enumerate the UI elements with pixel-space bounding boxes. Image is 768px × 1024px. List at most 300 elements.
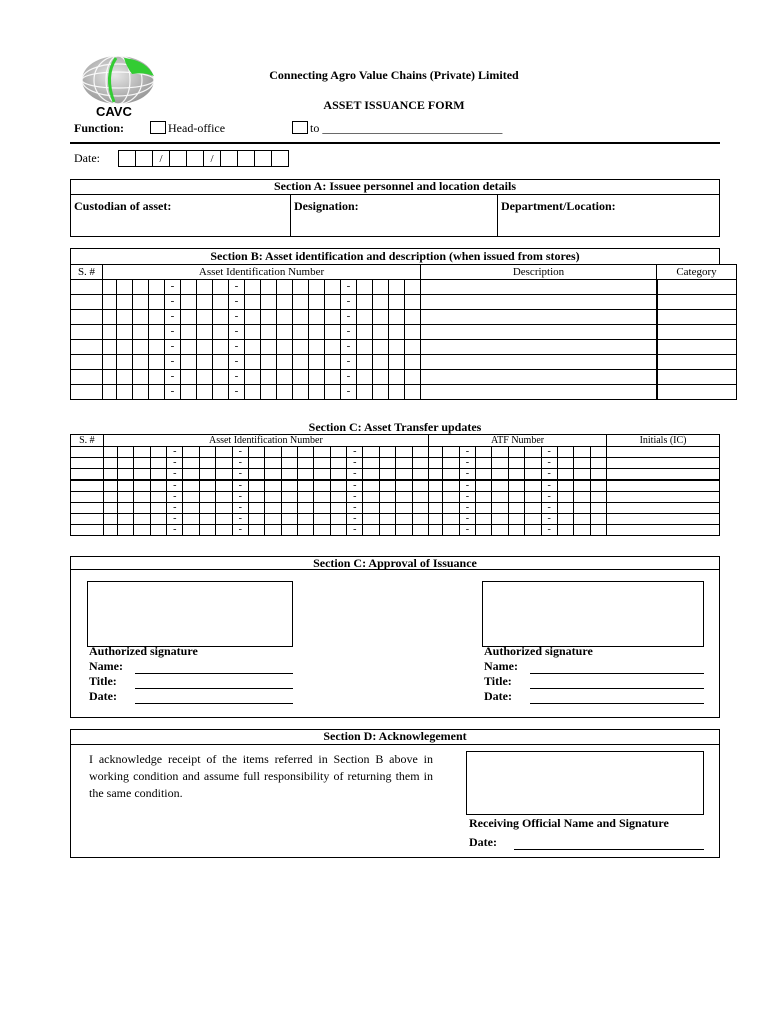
entry-cell[interactable] [277, 355, 293, 370]
entry-cell[interactable] [525, 480, 541, 492]
entry-cell[interactable] [71, 458, 104, 469]
entry-cell[interactable] [213, 295, 229, 310]
entry-cell[interactable] [216, 447, 232, 458]
entry-cell[interactable] [261, 355, 277, 370]
entry-cell[interactable] [363, 492, 379, 503]
entry-cell[interactable] [443, 492, 459, 503]
entry-cell[interactable] [149, 385, 165, 400]
entry-cell[interactable] [245, 370, 261, 385]
entry-cell[interactable] [525, 492, 541, 503]
entry-cell[interactable] [314, 480, 330, 492]
entry-cell[interactable] [330, 514, 346, 525]
entry-cell[interactable] [476, 458, 492, 469]
entry-cell[interactable] [118, 514, 134, 525]
entry-cell[interactable] [71, 492, 104, 503]
entry-cell[interactable] [150, 447, 166, 458]
entry-cell[interactable] [298, 503, 314, 514]
signature-box-left[interactable] [87, 581, 293, 647]
dash-separator[interactable]: - [347, 447, 363, 458]
entry-cell[interactable] [405, 325, 421, 340]
entry-cell[interactable] [134, 492, 150, 503]
entry-cell[interactable] [245, 295, 261, 310]
entry-cell[interactable] [293, 280, 309, 295]
entry-cell[interactable] [421, 280, 657, 295]
entry-cell[interactable] [325, 280, 341, 295]
entry-cell[interactable] [281, 503, 297, 514]
entry-cell[interactable] [421, 295, 657, 310]
entry-cell[interactable] [314, 492, 330, 503]
entry-cell[interactable] [412, 469, 429, 481]
dash-separator[interactable]: - [165, 295, 181, 310]
dash-separator[interactable]: - [341, 295, 357, 310]
entry-cell[interactable] [150, 480, 166, 492]
dash-separator[interactable]: - [459, 480, 475, 492]
entry-cell[interactable] [389, 280, 405, 295]
entry-cell[interactable] [492, 480, 508, 492]
entry-cell[interactable] [657, 280, 737, 295]
entry-cell[interactable] [248, 447, 264, 458]
entry-cell[interactable] [325, 370, 341, 385]
entry-cell[interactable] [277, 310, 293, 325]
entry-cell[interactable] [199, 503, 215, 514]
entry-cell[interactable] [421, 310, 657, 325]
dash-separator[interactable]: - [541, 525, 557, 536]
entry-cell[interactable] [265, 447, 281, 458]
entry-cell[interactable] [443, 447, 459, 458]
entry-cell[interactable] [357, 280, 373, 295]
entry-cell[interactable] [213, 325, 229, 340]
entry-cell[interactable] [429, 503, 443, 514]
entry-cell[interactable] [197, 340, 213, 355]
entry-cell[interactable] [492, 503, 508, 514]
entry-cell[interactable] [314, 514, 330, 525]
entry-cell[interactable] [248, 480, 264, 492]
entry-cell[interactable] [476, 480, 492, 492]
entry-cell[interactable] [379, 469, 395, 481]
entry-cell[interactable] [199, 469, 215, 481]
entry-cell[interactable] [421, 355, 657, 370]
entry-cell[interactable] [607, 447, 720, 458]
entry-cell[interactable] [429, 514, 443, 525]
entry-cell[interactable] [183, 469, 199, 481]
entry-cell[interactable] [525, 525, 541, 536]
entry-cell[interactable] [590, 447, 606, 458]
dash-separator[interactable]: - [347, 503, 363, 514]
entry-cell[interactable] [330, 469, 346, 481]
entry-cell[interactable] [103, 514, 117, 525]
entry-cell[interactable] [590, 492, 606, 503]
entry-cell[interactable] [590, 514, 606, 525]
entry-cell[interactable] [103, 458, 117, 469]
dash-separator[interactable]: - [459, 503, 475, 514]
entry-cell[interactable] [429, 458, 443, 469]
entry-cell[interactable] [657, 370, 737, 385]
entry-cell[interactable] [277, 295, 293, 310]
entry-cell[interactable] [405, 385, 421, 400]
dash-separator[interactable]: - [229, 340, 245, 355]
entry-cell[interactable] [197, 370, 213, 385]
entry-cell[interactable] [492, 492, 508, 503]
entry-cell[interactable] [405, 310, 421, 325]
entry-cell[interactable] [429, 525, 443, 536]
entry-cell[interactable] [607, 514, 720, 525]
entry-cell[interactable] [508, 458, 524, 469]
entry-cell[interactable] [429, 480, 443, 492]
entry-cell[interactable] [476, 525, 492, 536]
entry-cell[interactable] [133, 355, 149, 370]
entry-cell[interactable] [476, 469, 492, 481]
entry-cell[interactable] [396, 492, 412, 503]
dash-separator[interactable]: - [541, 503, 557, 514]
dash-separator[interactable]: - [541, 492, 557, 503]
entry-cell[interactable] [396, 469, 412, 481]
dash-separator[interactable]: - [347, 525, 363, 536]
entry-cell[interactable] [293, 295, 309, 310]
dash-separator[interactable]: - [167, 525, 183, 536]
entry-cell[interactable] [248, 514, 264, 525]
entry-cell[interactable] [265, 514, 281, 525]
entry-cell[interactable] [281, 525, 297, 536]
entry-cell[interactable] [574, 503, 590, 514]
entry-cell[interactable] [508, 503, 524, 514]
entry-cell[interactable] [607, 469, 720, 481]
entry-cell[interactable] [607, 458, 720, 469]
dash-separator[interactable]: - [341, 385, 357, 400]
entry-cell[interactable] [117, 310, 133, 325]
entry-cell[interactable] [293, 340, 309, 355]
entry-cell[interactable] [133, 370, 149, 385]
dash-separator[interactable]: - [167, 458, 183, 469]
entry-cell[interactable] [197, 295, 213, 310]
entry-cell[interactable] [590, 458, 606, 469]
entry-cell[interactable] [265, 458, 281, 469]
entry-cell[interactable] [396, 514, 412, 525]
entry-cell[interactable] [314, 447, 330, 458]
entry-cell[interactable] [261, 310, 277, 325]
dash-separator[interactable]: - [232, 525, 248, 536]
entry-cell[interactable] [330, 480, 346, 492]
entry-cell[interactable] [298, 492, 314, 503]
entry-cell[interactable] [405, 295, 421, 310]
entry-cell[interactable] [117, 280, 133, 295]
entry-cell[interactable] [281, 447, 297, 458]
entry-cell[interactable] [357, 385, 373, 400]
entry-cell[interactable] [363, 525, 379, 536]
entry-cell[interactable] [557, 525, 573, 536]
entry-cell[interactable] [118, 458, 134, 469]
dash-separator[interactable]: - [341, 355, 357, 370]
entry-cell[interactable] [261, 340, 277, 355]
entry-cell[interactable] [103, 469, 117, 481]
entry-cell[interactable] [265, 492, 281, 503]
dash-separator[interactable]: - [165, 310, 181, 325]
entry-cell[interactable] [379, 458, 395, 469]
signature-box-right[interactable] [482, 581, 704, 647]
entry-cell[interactable] [281, 514, 297, 525]
entry-cell[interactable] [281, 458, 297, 469]
entry-cell[interactable] [181, 355, 197, 370]
entry-cell[interactable] [103, 503, 117, 514]
entry-cell[interactable] [71, 525, 104, 536]
dash-separator[interactable]: - [165, 280, 181, 295]
dash-separator[interactable]: - [459, 525, 475, 536]
dash-separator[interactable]: - [167, 469, 183, 481]
entry-cell[interactable] [117, 340, 133, 355]
dash-separator[interactable]: - [541, 458, 557, 469]
entry-cell[interactable] [245, 280, 261, 295]
entry-cell[interactable] [248, 469, 264, 481]
dash-separator[interactable]: - [232, 514, 248, 525]
entry-cell[interactable] [508, 447, 524, 458]
entry-cell[interactable] [149, 370, 165, 385]
entry-cell[interactable] [133, 325, 149, 340]
entry-cell[interactable] [103, 447, 117, 458]
entry-cell[interactable] [443, 458, 459, 469]
entry-cell[interactable] [363, 458, 379, 469]
dash-separator[interactable]: - [341, 280, 357, 295]
entry-cell[interactable] [373, 340, 389, 355]
entry-cell[interactable] [325, 310, 341, 325]
entry-cell[interactable] [71, 325, 103, 340]
entry-cell[interactable] [476, 503, 492, 514]
entry-cell[interactable] [149, 325, 165, 340]
entry-cell[interactable] [197, 310, 213, 325]
entry-cell[interactable] [657, 340, 737, 355]
dash-separator[interactable]: - [459, 469, 475, 481]
entry-cell[interactable] [330, 525, 346, 536]
entry-cell[interactable] [298, 525, 314, 536]
entry-cell[interactable] [293, 325, 309, 340]
entry-cell[interactable] [117, 355, 133, 370]
entry-cell[interactable] [421, 370, 657, 385]
entry-cell[interactable] [150, 492, 166, 503]
entry-cell[interactable] [557, 514, 573, 525]
entry-cell[interactable] [309, 340, 325, 355]
entry-cell[interactable] [134, 458, 150, 469]
entry-cell[interactable] [657, 295, 737, 310]
entry-cell[interactable] [309, 295, 325, 310]
entry-cell[interactable] [103, 480, 117, 492]
entry-cell[interactable] [379, 503, 395, 514]
entry-cell[interactable] [103, 295, 117, 310]
entry-cell[interactable] [325, 295, 341, 310]
title-line-right[interactable] [530, 688, 704, 689]
entry-cell[interactable] [213, 370, 229, 385]
entry-cell[interactable] [149, 280, 165, 295]
entry-cell[interactable] [574, 514, 590, 525]
dash-separator[interactable]: - [165, 340, 181, 355]
entry-cell[interactable] [492, 469, 508, 481]
entry-cell[interactable] [525, 514, 541, 525]
entry-cell[interactable] [590, 503, 606, 514]
dash-separator[interactable]: - [541, 447, 557, 458]
entry-cell[interactable] [508, 469, 524, 481]
entry-cell[interactable] [199, 480, 215, 492]
dash-separator[interactable]: - [232, 447, 248, 458]
entry-cell[interactable] [590, 525, 606, 536]
entry-cell[interactable] [574, 480, 590, 492]
entry-cell[interactable] [183, 447, 199, 458]
entry-cell[interactable] [389, 355, 405, 370]
entry-cell[interactable] [330, 458, 346, 469]
entry-cell[interactable] [379, 447, 395, 458]
entry-cell[interactable] [213, 310, 229, 325]
dash-separator[interactable]: - [232, 458, 248, 469]
entry-cell[interactable] [557, 492, 573, 503]
entry-cell[interactable] [71, 310, 103, 325]
entry-cell[interactable] [103, 325, 117, 340]
entry-cell[interactable] [118, 525, 134, 536]
entry-cell[interactable] [213, 355, 229, 370]
entry-cell[interactable] [492, 458, 508, 469]
entry-cell[interactable] [133, 280, 149, 295]
dash-separator[interactable]: - [232, 469, 248, 481]
entry-cell[interactable] [389, 385, 405, 400]
entry-cell[interactable] [134, 503, 150, 514]
entry-cell[interactable] [574, 458, 590, 469]
entry-cell[interactable] [412, 492, 429, 503]
entry-cell[interactable] [181, 370, 197, 385]
dash-separator[interactable]: - [165, 325, 181, 340]
entry-cell[interactable] [183, 458, 199, 469]
entry-cell[interactable] [298, 458, 314, 469]
dash-separator[interactable]: - [347, 469, 363, 481]
entry-cell[interactable] [657, 385, 737, 400]
entry-cell[interactable] [118, 447, 134, 458]
dash-separator[interactable]: - [541, 469, 557, 481]
entry-cell[interactable] [149, 355, 165, 370]
entry-cell[interactable] [476, 514, 492, 525]
entry-cell[interactable] [412, 503, 429, 514]
entry-cell[interactable] [265, 469, 281, 481]
entry-cell[interactable] [216, 492, 232, 503]
title-line-left[interactable] [135, 688, 293, 689]
dash-separator[interactable]: - [229, 370, 245, 385]
entry-cell[interactable] [357, 340, 373, 355]
entry-cell[interactable] [71, 480, 104, 492]
entry-cell[interactable] [265, 480, 281, 492]
entry-cell[interactable] [199, 525, 215, 536]
entry-cell[interactable] [197, 280, 213, 295]
entry-cell[interactable] [265, 503, 281, 514]
entry-cell[interactable] [357, 310, 373, 325]
entry-cell[interactable] [557, 480, 573, 492]
entry-cell[interactable] [261, 325, 277, 340]
date-line-left[interactable] [135, 703, 293, 704]
entry-cell[interactable] [133, 340, 149, 355]
entry-cell[interactable] [309, 280, 325, 295]
entry-cell[interactable] [508, 480, 524, 492]
entry-cell[interactable] [181, 325, 197, 340]
entry-cell[interactable] [379, 480, 395, 492]
dash-separator[interactable]: - [541, 514, 557, 525]
entry-cell[interactable] [357, 325, 373, 340]
entry-cell[interactable] [133, 310, 149, 325]
entry-cell[interactable] [277, 385, 293, 400]
entry-cell[interactable] [103, 385, 117, 400]
entry-cell[interactable] [405, 370, 421, 385]
entry-cell[interactable] [199, 458, 215, 469]
entry-cell[interactable] [150, 469, 166, 481]
dash-separator[interactable]: - [165, 370, 181, 385]
entry-cell[interactable] [298, 447, 314, 458]
entry-cell[interactable] [389, 370, 405, 385]
entry-cell[interactable] [476, 492, 492, 503]
entry-cell[interactable] [325, 385, 341, 400]
entry-cell[interactable] [103, 525, 117, 536]
entry-cell[interactable] [421, 385, 657, 400]
dash-separator[interactable]: - [459, 447, 475, 458]
entry-cell[interactable] [389, 340, 405, 355]
entry-cell[interactable] [117, 385, 133, 400]
entry-cell[interactable] [213, 280, 229, 295]
entry-cell[interactable] [118, 492, 134, 503]
entry-cell[interactable] [298, 480, 314, 492]
entry-cell[interactable] [103, 355, 117, 370]
entry-cell[interactable] [492, 514, 508, 525]
name-line-left[interactable] [135, 673, 293, 674]
entry-cell[interactable] [245, 340, 261, 355]
entry-cell[interactable] [71, 503, 104, 514]
entry-cell[interactable] [103, 280, 117, 295]
entry-cell[interactable] [103, 492, 117, 503]
entry-cell[interactable] [281, 492, 297, 503]
entry-cell[interactable] [389, 310, 405, 325]
entry-cell[interactable] [71, 370, 103, 385]
entry-cell[interactable] [574, 447, 590, 458]
entry-cell[interactable] [71, 514, 104, 525]
entry-cell[interactable] [118, 503, 134, 514]
dash-separator[interactable]: - [459, 492, 475, 503]
entry-cell[interactable] [261, 295, 277, 310]
entry-cell[interactable] [373, 355, 389, 370]
entry-cell[interactable] [421, 340, 657, 355]
dash-separator[interactable]: - [229, 385, 245, 400]
entry-cell[interactable] [373, 280, 389, 295]
dash-separator[interactable]: - [347, 514, 363, 525]
entry-cell[interactable] [309, 325, 325, 340]
entry-cell[interactable] [117, 325, 133, 340]
entry-cell[interactable] [557, 458, 573, 469]
entry-cell[interactable] [396, 447, 412, 458]
entry-cell[interactable] [325, 325, 341, 340]
dash-separator[interactable]: - [347, 492, 363, 503]
entry-cell[interactable] [117, 295, 133, 310]
entry-cell[interactable] [357, 370, 373, 385]
entry-cell[interactable] [379, 525, 395, 536]
entry-cell[interactable] [314, 469, 330, 481]
entry-cell[interactable] [245, 310, 261, 325]
entry-cell[interactable] [396, 503, 412, 514]
entry-cell[interactable] [265, 525, 281, 536]
entry-cell[interactable] [277, 280, 293, 295]
entry-cell[interactable] [298, 469, 314, 481]
dash-separator[interactable]: - [165, 385, 181, 400]
entry-cell[interactable] [133, 385, 149, 400]
entry-cell[interactable] [118, 480, 134, 492]
entry-cell[interactable] [213, 385, 229, 400]
entry-cell[interactable] [373, 325, 389, 340]
receiving-signature-box[interactable] [466, 751, 704, 815]
entry-cell[interactable] [103, 310, 117, 325]
entry-cell[interactable] [325, 355, 341, 370]
entry-cell[interactable] [389, 295, 405, 310]
dash-separator[interactable]: - [229, 280, 245, 295]
entry-cell[interactable] [525, 469, 541, 481]
entry-cell[interactable] [133, 295, 149, 310]
entry-cell[interactable] [525, 503, 541, 514]
entry-cell[interactable] [525, 447, 541, 458]
